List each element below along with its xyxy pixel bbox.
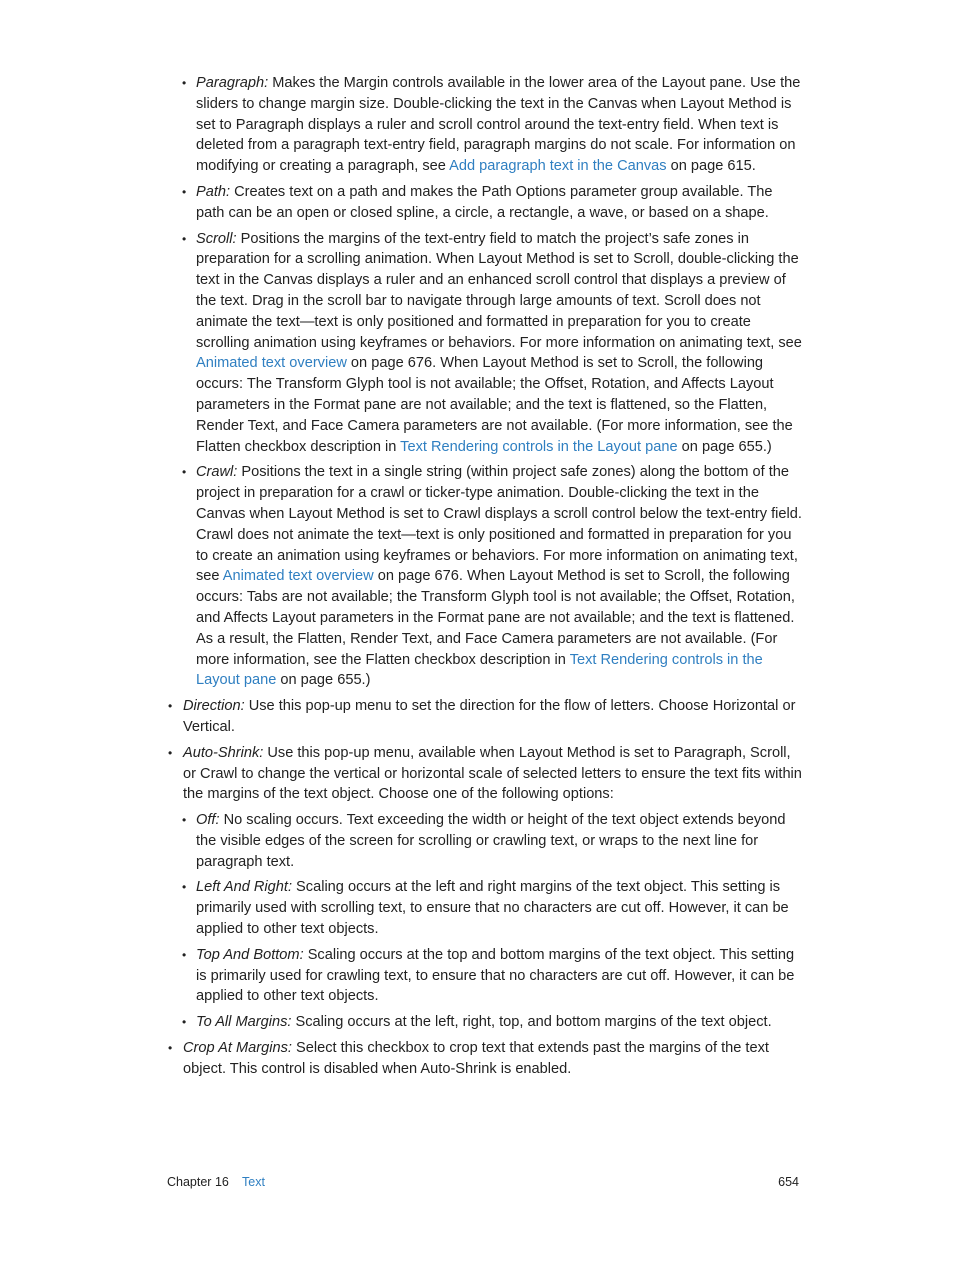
item-text: No scaling occurs. Text exceeding the width or height of the text object extends beyond the visible edges of the screen for scrolling or crawling text, or wraps to the next line for paragraph text. (196, 812, 786, 870)
term-to-all-margins: To All Margins: (196, 1014, 292, 1031)
list-item-scroll (166, 229, 802, 458)
bullet: • (182, 465, 187, 480)
item-text: Positions the margins of the text-entry field to match the project’s safe zones in preparation for a scrolling animation. When Layout Method is set to Scroll, double-clicking the text in the Canvas displays a ruler and an enhanced scroll control that displays a preview of the text. Drag in the scroll bar to navigate through large amounts of text. Scroll does not animate the text—text is only positioned and formatted in preparation for you to create scrolling animation using keyframes or behaviors. For more information on animating text, see (196, 230, 802, 351)
item-text: Scaling occurs at the top and bottom margins of the text object. This setting is primarily used for crawling text, to ensure that no characters are cut off. However, it can be applied to other text objects. (196, 946, 795, 1005)
bullet: • (182, 813, 187, 828)
item-text: on page 655.) (677, 438, 772, 455)
link-add-paragraph-text[interactable]: Add paragraph text in the Canvas (449, 158, 667, 175)
document-body (166, 73, 802, 1085)
term-direction: Direction: (183, 698, 245, 715)
item-text: Select this checkbox to crop text that extends past the margins of the text object. This control is disabled when Auto-Shrink is enabled. (183, 1040, 769, 1077)
term-auto-shrink: Auto-Shrink: (183, 744, 264, 761)
bullet: • (168, 745, 173, 760)
term-crop-at-margins: Crop At Margins: (183, 1040, 292, 1057)
item-text: Scaling occurs at the left, right, top, and bottom margins of the text object. (291, 1014, 772, 1031)
item-text: Makes the Margin controls available in the lower area of the Layout pane. Use the sliders to change margin size. Double-clicking the text in the Canvas when Layout Method is set to Paragraph displays a ruler and scroll control around the text-entry field. When text is deleted from a paragraph text-entry field, paragraph margins do not scale. For information on modifying or creating a paragraph, see (196, 75, 801, 175)
list-item-top-and-bottom (166, 945, 802, 1007)
link-text-rendering-controls[interactable]: Text Rendering controls in the Layout pane (196, 651, 763, 689)
term-paragraph: Paragraph: (196, 75, 269, 91)
page-number: 654 (778, 1175, 799, 1189)
list-item-crawl (166, 462, 802, 691)
list-item-paragraph (166, 73, 802, 177)
bullet: • (168, 1041, 173, 1056)
bullet: • (168, 699, 173, 714)
list-item-to-all-margins (166, 1012, 802, 1033)
bullet: • (182, 880, 187, 895)
term-left-and-right: Left And Right: (196, 879, 292, 896)
item-text: Positions the text in a single string (within project safe zones) along the bottom of the project in preparation for a crawl or ticker-type animation. Double-clicking the text in the Canvas when Layout Method is set to Crawl displays a scroll control below the text-entry field. Crawl does not animate the text—text is only positioned and formatted in preparation for you to create an animation using keyframes or behaviors. For more information on animating text, see (196, 464, 802, 585)
list-item-auto-shrink (166, 743, 802, 805)
item-text: on page 676. When Layout Method is set to Scroll, the following occurs: The Transform Glyph tool is not available; the Offset, Rotation, and Affects Layout parameters in the Format pane are not available; and the text is flattened, so the Flatten, Render Text, and Face Camera parameters are not available. (For more information, see the Flatten checkbox description in (196, 355, 793, 455)
list-item-left-and-right (166, 877, 802, 939)
bullet: • (182, 76, 187, 90)
item-text: on page 676. When Layout Method is set to Scroll, the following occurs: Tabs are not available; the Transform Glyph tool is not available; the Offset, Rotation, and Affects Layout parameters in the Format pane are not available; and the text is flattened. As a result, the Flatten, Render Text, and Face Camera parameters are not available. (For more information, see the Flatten checkbox description in (196, 568, 795, 668)
page-footer (167, 1173, 799, 1191)
term-top-and-bottom: Top And Bottom: (196, 946, 304, 963)
list-item-crop-at-margins (166, 1038, 802, 1080)
item-text: Use this pop-up menu, available when Layout Method is set to Paragraph, Scroll, or Crawl to change the vertical or horizontal scale of selected letters to ensure the text fits within the margins of the text object. Choose one of the following options: (183, 744, 802, 803)
link-animated-text-overview[interactable]: Animated text overview (196, 355, 347, 372)
bullet: • (182, 1015, 187, 1030)
term-scroll: Scroll: (196, 230, 237, 247)
item-text: Use this pop-up menu to set the direction for the flow of letters. Choose Horizontal or Vertical. (183, 698, 796, 735)
item-text: on page 655.) (276, 672, 371, 689)
list-item-path (166, 182, 802, 224)
item-text: Scaling occurs at the left and right margins of the text object. This setting is primarily used with scrolling text, to ensure that no characters are cut off. However, it can be applied to other text objects. (196, 879, 789, 938)
term-crawl: Crawl: (196, 464, 238, 481)
list-item-off (166, 810, 802, 872)
link-text-rendering-controls[interactable]: Text Rendering controls in the Layout pane (400, 438, 678, 455)
item-text: Creates text on a path and makes the Path Options parameter group available. The path can be an open or closed spline, a circle, a rectangle, a wave, or based on a shape. (196, 183, 773, 221)
bullet: • (182, 231, 187, 246)
bullet: • (182, 947, 187, 962)
term-off: Off: (196, 812, 220, 829)
bullet: • (182, 184, 187, 199)
link-animated-text-overview[interactable]: Animated text overview (222, 568, 374, 585)
term-path: Path: (196, 183, 231, 200)
list-item-direction (166, 696, 802, 738)
chapter-title-link[interactable]: Text (242, 1175, 265, 1189)
item-text: on page 615. (666, 158, 756, 175)
chapter-label: Chapter 16 (167, 1175, 229, 1189)
